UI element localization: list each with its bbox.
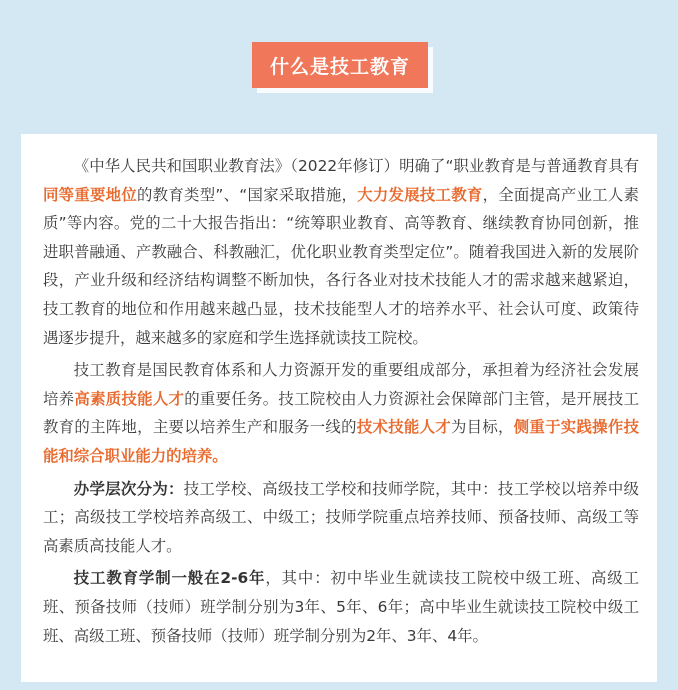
bold-levels-label: 办学层次分为： <box>73 479 184 498</box>
page-title: 什么是技工教育 <box>252 42 428 88</box>
highlight-develop-technical-education: 大力发展技工教育 <box>357 185 483 204</box>
highlight-skilled-talent: 高素质技能人才 <box>74 389 185 408</box>
highlight-technical-talent: 技术技能人才 <box>356 418 451 437</box>
paragraph-law <box>43 152 639 352</box>
text-segment: 技工教育是国民教育体系和人力资源开发的重要组成部分，承担着为经济社会发展培养 <box>43 361 639 408</box>
text-segment: 的重要任务。技工院校由人力资源社会保障部门主管，是开展技工教育的主阵地，主要以培养生产和服务一线的 <box>43 389 639 437</box>
text-segment: 技工学校、高级技工学校和技师学院，其中：技工学校以培养中级工；高级技工学校培养高级工、中级工；技师学院重点培养技师、预备技师、高级工等高素质高技能人才。 <box>43 479 639 555</box>
paragraph-duration <box>43 564 639 650</box>
paragraph-role <box>43 356 639 470</box>
title-banner <box>252 42 428 88</box>
paragraph-levels <box>43 475 639 561</box>
highlight-equal-status: 同等重要地位 <box>43 185 138 204</box>
highlight-practical-focus: 侧重于实践操作技能和综合职业能力的培养。 <box>43 418 639 465</box>
text-segment: 为目标， <box>450 418 514 437</box>
text-segment: ，其中：初中毕业生就读技工院校中级工班、高级工班、预备技师（技师）班学制分别为3年、5年、6年；高中毕业生就读技工院校中级工班、高级工班、预备技师（技师）班学制分别为2年、3年、4年。 <box>43 569 639 645</box>
bold-duration-label: 技工教育学制一般在2-6年 <box>73 569 266 588</box>
text-segment: ，全面提高产业工人素质”等内容。党的二十大报告指出：“统筹职业教育、高等教育、继续教育协同创新，推进职普融通、产教融合、科教融汇，优化职业教育类型定位”。随着我国进入新的发展阶段，产业升级和经济结构调整不断加快，各行各业对技术技能人才的需求越来越紧迫，技工教育的地位和作用越来越凸显，技术技能型人才的培养水平、社会认可度、政策待遇逐步提升，越来越多的家庭和学生选择就读技工院校。 <box>43 185 639 347</box>
text-segment: 的教育类型”、“国家采取措施， <box>137 185 358 204</box>
text-segment: 《中华人民共和国职业教育法》（2022年修订）明确了“职业教育是与普通教育具有 <box>73 157 639 175</box>
content-card <box>21 134 657 682</box>
